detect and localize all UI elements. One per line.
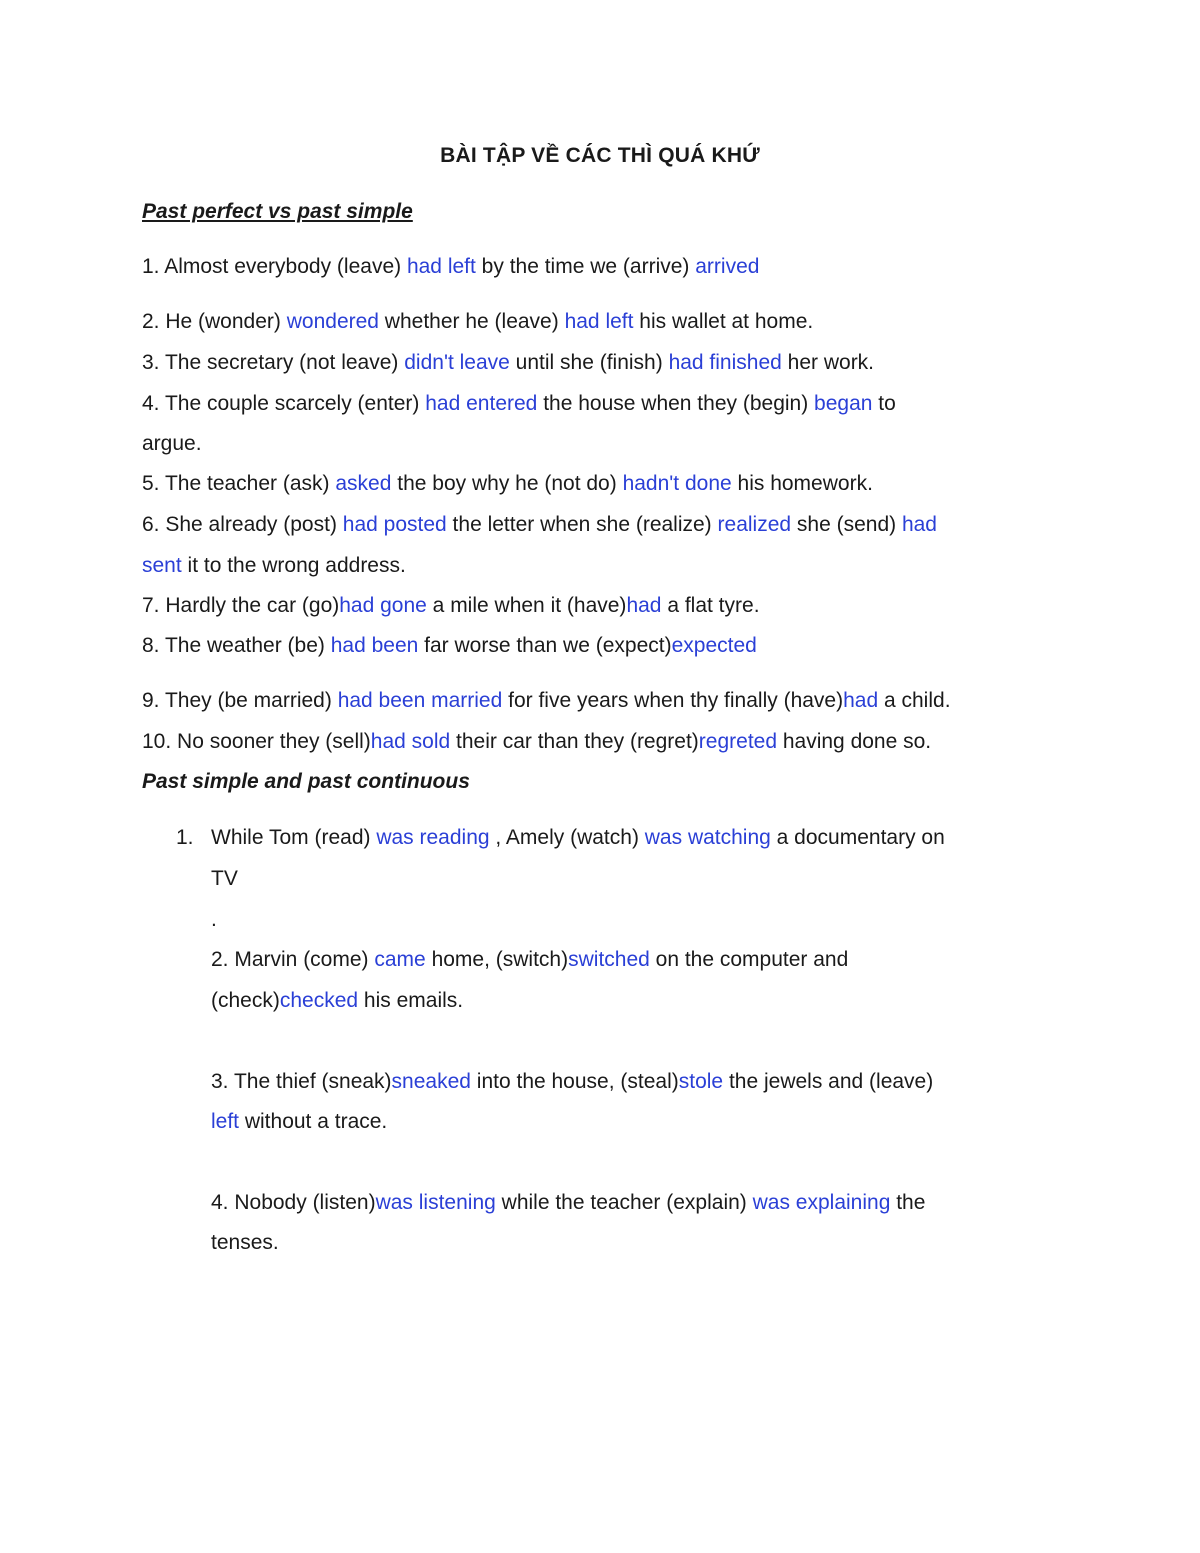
exercise-text: while the teacher (explain) [495, 1191, 753, 1214]
exercise-text: far worse than we (expect) [418, 634, 672, 657]
exercise-text: to [872, 392, 896, 415]
exercise-text: his wallet at home. [633, 310, 814, 333]
exercise-text: a child. [878, 689, 951, 712]
section1-heading: Past perfect vs past simple [142, 200, 413, 223]
s1-line-4b [142, 430, 202, 458]
exercise-text: tenses. [211, 1231, 279, 1254]
exercise-text: the house when they (begin) [537, 392, 815, 415]
exercise-text: her work. [781, 351, 875, 374]
exercise-text: TV [211, 867, 238, 890]
exercise-text: 1. [176, 826, 194, 849]
exercise-text: argue. [142, 432, 202, 455]
exercise-text: (check) [211, 989, 280, 1012]
answer-text: checked [279, 989, 359, 1012]
answer-text: hadn't done [622, 472, 732, 495]
exercise-text: the [890, 1191, 926, 1214]
exercise-text: the boy why he (not do) [391, 472, 623, 495]
s2-line-4 [211, 1189, 925, 1217]
exercise-text: the letter when she (realize) [446, 513, 718, 536]
s1-line-3 [142, 349, 874, 377]
answer-text: sent [142, 554, 182, 577]
s1-line-5 [142, 470, 873, 498]
answer-text: stole [678, 1070, 724, 1093]
s1-line-9 [142, 687, 951, 715]
answer-text: was watching [644, 826, 771, 849]
s1-line-6b [142, 552, 406, 580]
exercise-text: by the time we (arrive) [475, 255, 696, 278]
answer-text: realized [717, 513, 792, 536]
exercise-text: . [211, 908, 217, 931]
exercise-text: 5. The teacher (ask) [142, 472, 336, 495]
s2-line-2 [211, 946, 848, 974]
answer-text: switched [568, 948, 650, 971]
exercise-text: having done so. [777, 730, 932, 753]
exercise-text: it to the wrong address. [181, 554, 406, 577]
answer-text: had been married [337, 689, 503, 712]
exercise-text: While Tom (read) [211, 826, 377, 849]
answer-text: arrived [695, 255, 760, 278]
s2-line-3 [211, 1068, 933, 1096]
exercise-text: home, (switch) [425, 948, 569, 971]
s2-line-3b [211, 1108, 387, 1136]
exercise-text: 8. The weather (be) [142, 634, 331, 657]
exercise-text: a mile when it (have) [426, 594, 627, 617]
answer-text: had sold [370, 730, 451, 753]
exercise-text: 3. The thief (sneak) [211, 1070, 392, 1093]
s1-line-2 [142, 308, 813, 336]
exercise-text: a documentary on [770, 826, 945, 849]
s1-line-8 [142, 632, 757, 660]
exercise-text: a flat tyre. [661, 594, 760, 617]
answer-text: was listening [375, 1191, 496, 1214]
s2-number-1 [176, 824, 194, 852]
exercise-text: 10. No sooner they (sell) [142, 730, 371, 753]
answer-text: had gone [339, 594, 427, 617]
page-title: BÀI TẬP VỀ CÁC THÌ QUÁ KHỨ [440, 144, 760, 167]
exercise-text: 1. Almost everybody (leave) [142, 255, 407, 278]
exercise-text: until she (finish) [509, 351, 669, 374]
answer-text: regreted [698, 730, 778, 753]
s1-line-4 [142, 390, 896, 418]
exercise-text: into the house, (steal) [470, 1070, 679, 1093]
answer-text: was reading [376, 826, 490, 849]
s1-line-7 [142, 592, 760, 620]
exercise-text: for five years when thy finally (have) [502, 689, 844, 712]
answer-text: had posted [342, 513, 447, 536]
exercise-text: without a trace. [239, 1110, 388, 1133]
answer-text: had [901, 513, 937, 536]
exercise-text: 6. She already (post) [142, 513, 343, 536]
section2-heading: Past simple and past continuous [142, 770, 470, 793]
answer-text: had entered [425, 392, 538, 415]
s2-line-1 [211, 824, 945, 852]
exercise-text: their car than they (regret) [450, 730, 699, 753]
answer-text: sneaked [391, 1070, 471, 1093]
s2-line-4b [211, 1229, 279, 1257]
answer-text: came [374, 948, 426, 971]
answer-text: didn't leave [404, 351, 510, 374]
answer-text: had left [564, 310, 634, 333]
s1-line-10 [142, 728, 931, 756]
answer-text: asked [335, 472, 392, 495]
exercise-text: 3. The secretary (not leave) [142, 351, 405, 374]
answer-text: left [211, 1110, 240, 1133]
s1-line-6 [142, 511, 937, 539]
exercise-text: whether he (leave) [378, 310, 565, 333]
s2-line-1b [211, 865, 238, 893]
exercise-text: his homework. [731, 472, 873, 495]
s1-line-1 [142, 253, 759, 281]
exercise-text: she (send) [791, 513, 902, 536]
exercise-text: 7. Hardly the car (go) [142, 594, 340, 617]
answer-text: had finished [668, 351, 782, 374]
exercise-text: 4. The couple scarcely (enter) [142, 392, 426, 415]
answer-text: wondered [286, 310, 379, 333]
s2-line-2b [211, 987, 463, 1015]
answer-text: was explaining [752, 1191, 891, 1214]
answer-text: had [843, 689, 879, 712]
answer-text: began [814, 392, 873, 415]
answer-text: had left [406, 255, 476, 278]
exercise-text: 2. He (wonder) [142, 310, 287, 333]
s2-line-1c [211, 906, 217, 934]
answer-text: had [626, 594, 662, 617]
exercise-text: 2. Marvin (come) [211, 948, 375, 971]
answer-text: had been [330, 634, 419, 657]
exercise-text: the jewels and (leave) [723, 1070, 934, 1093]
answer-text: expected [671, 634, 757, 657]
exercise-text: his emails. [358, 989, 464, 1012]
exercise-text: , Amely (watch) [489, 826, 645, 849]
exercise-text: on the computer and [649, 948, 849, 971]
exercise-text: 9. They (be married) [142, 689, 338, 712]
exercise-text: 4. Nobody (listen) [211, 1191, 376, 1214]
